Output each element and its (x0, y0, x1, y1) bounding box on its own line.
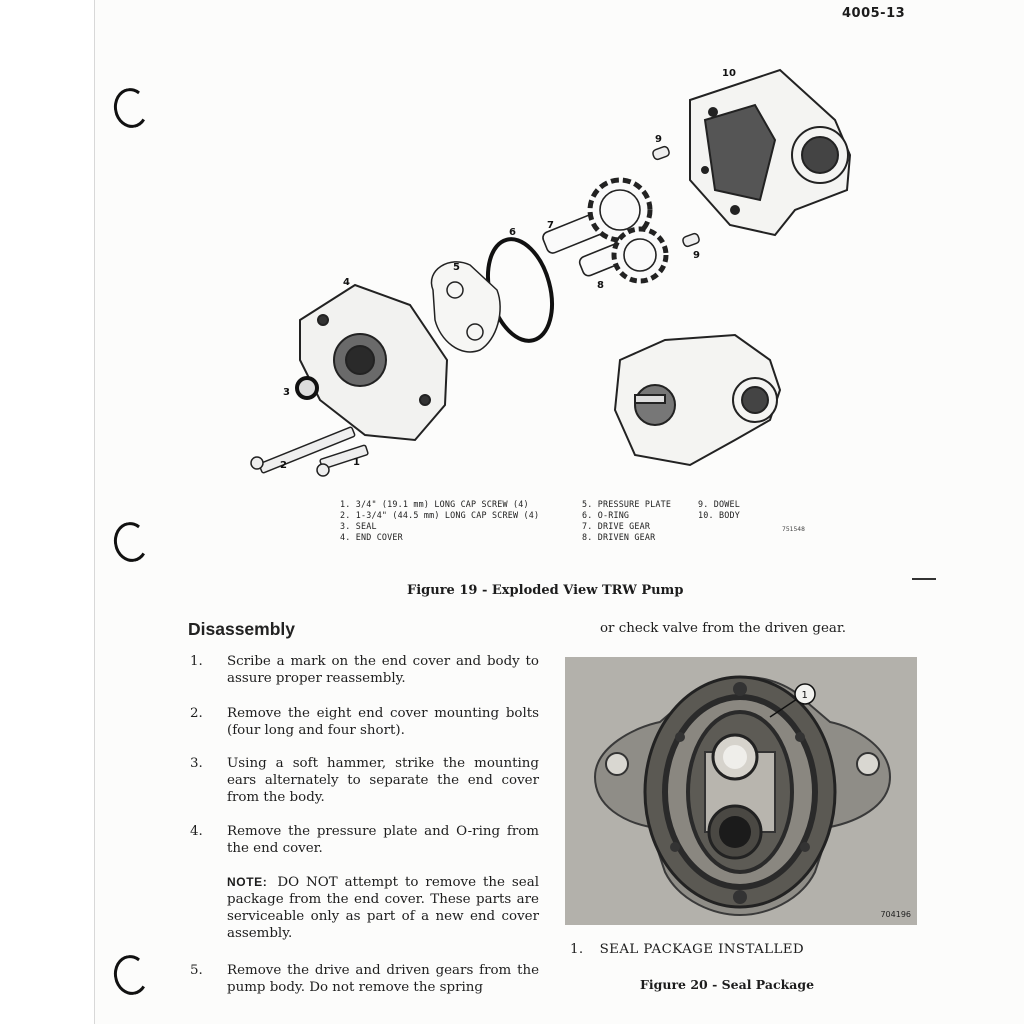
step-text: Remove the drive and driven gears from the pump body. Do not remove the spring (227, 963, 539, 995)
continued-text: or check valve from the driven gear. (600, 621, 847, 636)
callout-7: 7 (547, 220, 554, 231)
seal-package-photo-drawing (565, 657, 917, 925)
note-block (227, 874, 539, 942)
step-number: 4. (190, 824, 203, 839)
step-number: 2. (190, 706, 203, 721)
legend-item: 10. BODY (698, 510, 740, 520)
figure19-legend-col1 (340, 499, 539, 543)
page-number: 4005-13 (842, 6, 906, 21)
note-label: NOTE: (227, 875, 268, 889)
legend-item: 6. O-RING (582, 510, 630, 520)
figure20-caption: Figure 20 - Seal Package (640, 977, 815, 992)
photo-id: 704196 (880, 910, 911, 919)
legend-item: 3. SEAL (340, 521, 377, 531)
callout-9-upper: 9 (655, 134, 662, 145)
figure19-code: 751548 (782, 526, 805, 533)
callout-6: 6 (509, 227, 516, 238)
callout-1: 1 (353, 457, 360, 468)
page-edge (94, 0, 95, 1024)
seal-package-photo (565, 657, 917, 925)
callout-3: 3 (283, 387, 290, 398)
cap-screws-drawing (251, 427, 368, 476)
step-number: 1. (190, 654, 203, 669)
legend-item: 7. DRIVE GEAR (582, 521, 651, 531)
figure19-legend-col2 (582, 499, 671, 543)
step-text: Remove the eight end cover mounting bolts (four long and four short). (227, 706, 539, 738)
photo-callout-1: 1 (801, 690, 808, 701)
figure19-caption: Figure 19 - Exploded View TRW Pump (407, 583, 684, 598)
figure19-legend-col3 (698, 499, 740, 521)
gears-drawing (541, 180, 666, 281)
callout-4: 4 (343, 277, 350, 288)
exploded-view-illustration (235, 60, 875, 480)
note-text: DO NOT attempt to remove the seal package from the end cover. These parts are serviceable only as part of a new end cover assembly. (227, 875, 539, 941)
step-text: Scribe a mark on the end cover and body to assure proper reassembly. (227, 654, 539, 686)
legend-item: 2. 1-3/4" (44.5 mm) LONG CAP SCREW (4) (340, 510, 540, 520)
step-text: Using a soft hammer, strike the mounting ears alternately to separate the end cover from the body. (227, 756, 539, 805)
step-number: 3. (190, 756, 203, 771)
legend-item: 8. DRIVEN GEAR (582, 532, 656, 542)
callout-10: 10 (722, 68, 736, 79)
seal-drawing (297, 378, 317, 398)
pump-body-drawing (690, 70, 850, 235)
figure20-legend-text: SEAL PACKAGE INSTALLED (599, 942, 805, 957)
dowel-upper (652, 146, 670, 161)
callout-5: 5 (453, 262, 460, 273)
step-number: 5. (190, 963, 203, 978)
end-cover-drawing (300, 285, 447, 440)
callout-2: 2 (280, 460, 287, 471)
dowel-lower (682, 233, 700, 248)
legend-item: 1. 3/4" (19.1 mm) LONG CAP SCREW (4) (340, 499, 529, 509)
figure20-legend (570, 942, 804, 957)
legend-item: 4. END COVER (340, 532, 403, 542)
section-heading: Disassembly (188, 619, 296, 639)
margin-mark (912, 578, 936, 580)
figure20-legend-number: 1. (570, 942, 584, 957)
legend-item: 9. DOWEL (698, 499, 740, 509)
legend-item: 5. PRESSURE PLATE (582, 499, 672, 509)
step-text: Remove the pressure plate and O-ring from the end cover. (227, 824, 539, 856)
callout-8: 8 (597, 280, 604, 291)
callout-9-lower: 9 (693, 250, 700, 261)
assembled-pump-drawing (615, 335, 780, 465)
